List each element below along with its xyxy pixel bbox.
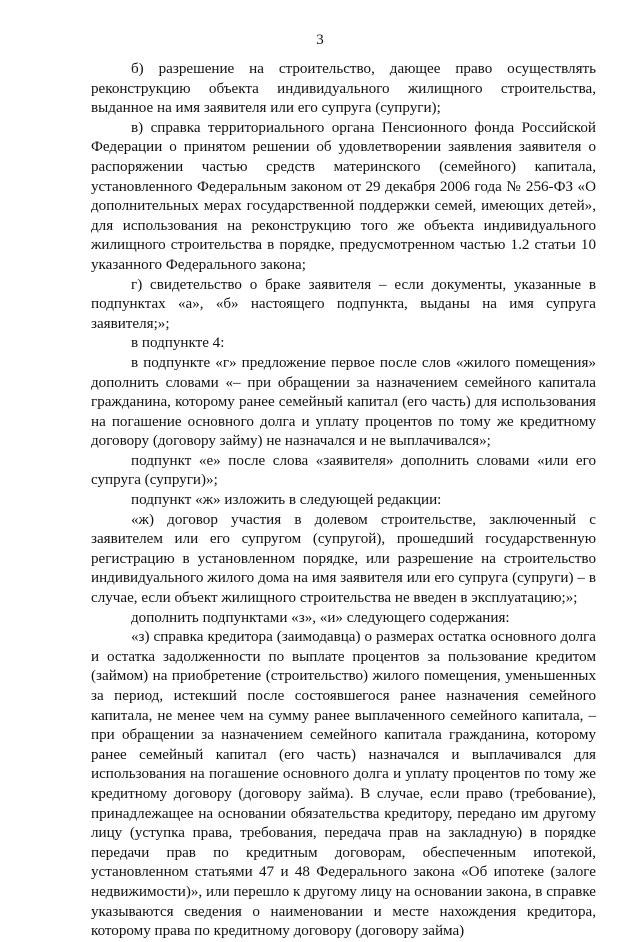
paragraph-subpoint-g-amendment: в подпункте «г» предложение первое после слов «жилого помещения» дополнить словами «– при обращении за назначением семейного капитала гражданина, которому ранее семейный капитал (его часть) для использования на погашение основного долга и уплату процентов по тому же кредитному договору (договору займу) не назначался и не выплачивался»;: [91, 354, 596, 450]
paragraph-subpoint-zh-text: «ж) договор участия в долевом строительстве, заключенный с заявителем или его супругом (супругой), прошедший государственную регистрацию в установленном порядке, или разрешение на строительство индивидуального жилого дома на имя заявителя или его супруга (супруги) – в случае, если объект жилищного строительства не введен в эксплуатацию;»;: [91, 511, 596, 607]
paragraph-add-subpoints-intro: дополнить подпунктами «з», «и» следующего содержания:: [131, 609, 510, 626]
paragraph-subpoint-g: г) свидетельство о браке заявителя – если документы, указанные в подпунктах «а», «б» настоящего подпункта, выданы на имя супруга заявителя;»;: [91, 276, 596, 332]
paragraph-subpoint-v: в) справка территориального органа Пенсионного фонда Российской Федерации о принятом решении об удовлетворении заявления заявителя о распоряжении частью средств материнского (семейного) капитала, установленного Федеральным законом от 29 декабря 2006 года № 256-ФЗ «О дополнительных мерах государственной поддержки семей, имеющих детей», для использования на реконструкцию того же объекта индивидуального жилищного строительства в порядке, предусмотренном частью 1.2 статьи 10 указанного Федерального закона;: [91, 119, 596, 273]
paragraph-subpoint-zh-intro: подпункт «ж» изложить в следующей редакции:: [131, 492, 442, 509]
paragraph-subpoint-e-amendment: подпункт «е» после слова «заявителя» дополнить словами «или его супруга (супруги)»;: [91, 452, 596, 489]
paragraph-subpoint-4-intro: в подпункте 4:: [131, 335, 225, 352]
paragraph-subpoint-z-text: «з) справка кредитора (заимодавца) о размерах остатка основного долга и остатка задолженности по выплате процентов за пользование кредитом (займом) на приобретение (строительство) жилого помещения, уменьшенных за период, истекший после состоявшегося ранее назначения семейного капитала, не менее чем на сумму ранее выплаченного семейного капитала, – при обращении за назначением семейного капитала гражданина, которому ранее семейный капитал (его часть) назначался и выплачивался для использования на погашение основного долга и уплату процентов по тому же кредитному договору (договору займа). В случае, если право (требование), принадлежащее на основании обязательства кредитору, передано им другому лицу (уступка права, требования, передача прав на закладную) в порядке передачи прав по кредитным договорам, обеспеченным ипотекой, установленном статьями 47 и 48 Федерального закона «Об ипотеке (залоге недвижимости)», или перешло к другому лицу на основании закона, в справке указываются сведения о наименовании и месте нахождения кредитора, которому права по кредитному договору (договору займа): [91, 629, 596, 940]
document-body: [91, 60, 596, 942]
paragraph-subpoint-b: б) разрешение на строительство, дающее право осуществлять реконструкцию объекта индивидуального жилищного строительства, выданное на имя заявителя или его супруга (супруги);: [91, 61, 596, 117]
page-number: 3: [316, 32, 324, 48]
